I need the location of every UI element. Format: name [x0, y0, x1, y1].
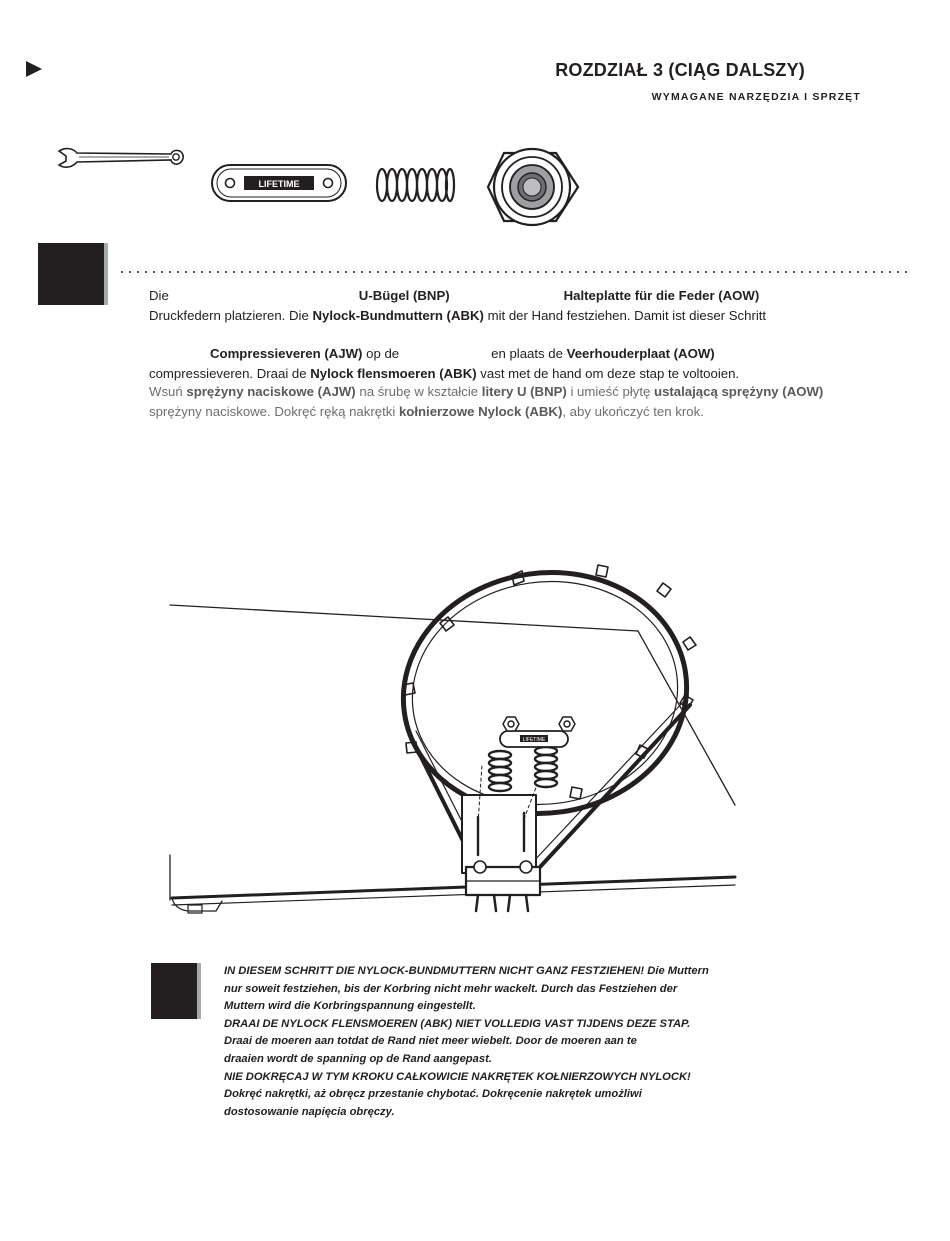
warning-line: Dokręć nakrętki, aż obręcz przestanie chybotać. Dokręcenie nakrętek umożliwi: [224, 1088, 642, 1101]
instruction-polish: Wsuń sprężyny naciskowe (AJW) na śrubę w kształcie litery U (BNP) i umieść płytę ustalającą sprężyny (AOW) sprężyny naciskowe. Dokręć ręką nakrętki kołnierzowe Nylock (ABK), aby ukończyć ten krok.: [149, 384, 824, 419]
plate-logo-text: LIFETIME: [258, 179, 300, 189]
retainer-plate-icon: [210, 163, 348, 203]
warning-line: IN DIESEM SCHRITT DIE NYLOCK-BUNDMUTTERN NICHT GANZ FESTZIEHEN! Die Muttern: [224, 965, 709, 977]
chapter-arrow-icon: [26, 61, 42, 77]
dotted-divider: [120, 268, 912, 276]
step-number-box: [38, 243, 108, 305]
warning-line: NIE DOKRĘCAJ W TYM KROKU CAŁKOWICIE NAKRĘTEK KOŁNIERZOWYCH NYLOCK!: [224, 1070, 691, 1083]
warning-line: draaien wordt de spanning op de Rand aangepast.: [224, 1052, 492, 1065]
instruction-dutch: Compressieveren (AJW) op de en plaats de Veerhouderplaat (AOW) compressieveren. Draai de Nylock flensmoeren (ABK) vast met de hand om deze stap te voltooien.: [149, 346, 740, 381]
chapter-title: ROZDZIAŁ 3 (CIĄG DALSZY): [555, 60, 805, 80]
warning-line: nur soweit festziehen, bis der Korbring nicht mehr wackelt. Durch das Festziehen der: [224, 982, 678, 995]
instruction-german: Die U-Bügel (BNP) Halteplatte für die Feder (AOW) Druckfedern platzieren. Die Nylock-Bundmuttern (ABK) mit der Hand festziehen. Damit ist dieser Schritt: [149, 288, 767, 323]
diagram-plate-logo: LIFETIME: [522, 737, 546, 743]
warning-line: Draai de moeren aan totdat de Rand niet meer wiebelt. Door de moeren aan te: [224, 1035, 637, 1048]
flange-nut-icon: [484, 147, 582, 227]
warning-box: [151, 963, 201, 1019]
section-subtitle: WYMAGANE NARZĘDZIA I SPRZĘT: [651, 91, 861, 103]
warning-line: DRAAI DE NYLOCK FLENSMOEREN (ABK) NIET VOLLEDIG VAST TIJDENS DEZE STAP.: [224, 1017, 691, 1030]
rim-assembly-diagram: [160, 555, 740, 925]
warning-line: Muttern wird die Korbringspannung eingestellt.: [224, 1000, 476, 1013]
wrench-icon: [55, 145, 185, 175]
warning-text: [224, 963, 744, 1121]
warning-line: dostosowanie napięcia obręczy.: [224, 1105, 395, 1118]
compression-spring-icon: [374, 165, 456, 205]
